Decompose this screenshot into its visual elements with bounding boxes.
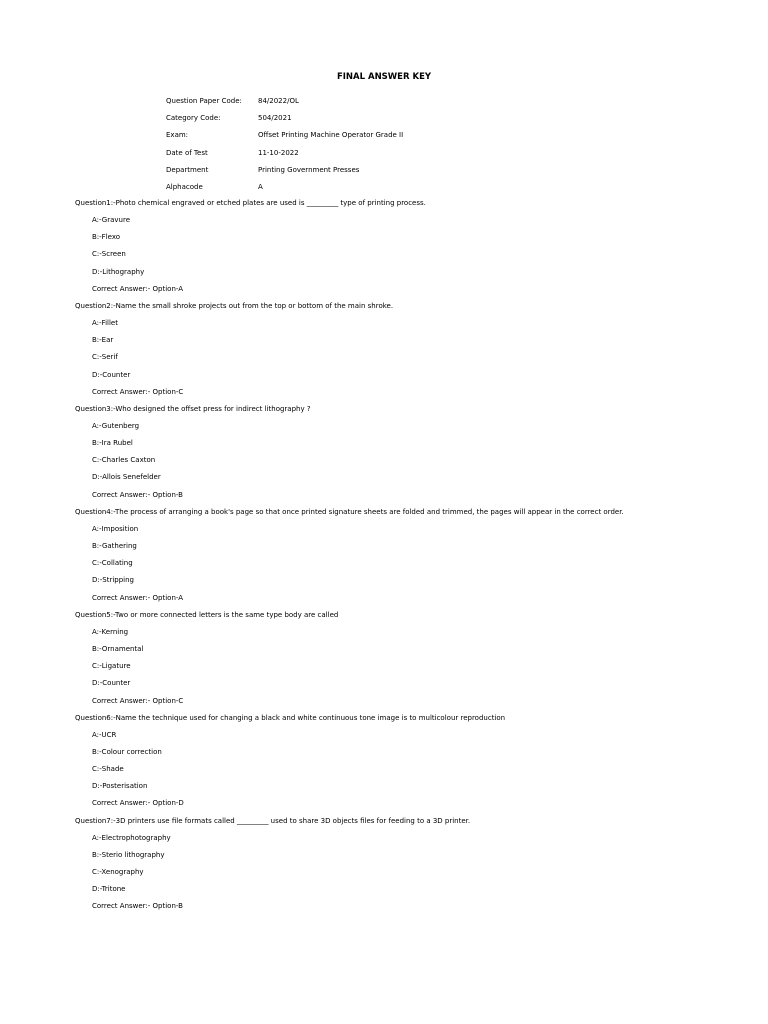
option-c: C:-Xenography — [92, 868, 144, 876]
question-6 — [75, 714, 755, 817]
option-b: B:-Ira Rubel — [92, 439, 133, 448]
option-b: B:-Gathering — [92, 542, 137, 550]
detail-value: A — [258, 182, 263, 191]
page-title: FINAL ANSWER KEY — [336, 72, 432, 82]
question-5 — [75, 611, 755, 714]
option-d: D:-Tritone — [92, 885, 126, 894]
question-3 — [75, 405, 755, 508]
detail-row-department — [166, 166, 403, 183]
correct-answer: Correct Answer:- Option-A — [92, 284, 184, 293]
detail-label: Category Code: — [166, 114, 221, 123]
question-2 — [75, 302, 755, 405]
option-a: A:-Fillet — [92, 318, 118, 327]
option-d: D:-Lithography — [92, 267, 145, 276]
detail-label: Department — [166, 165, 209, 174]
option-d: D:-Counter — [92, 370, 131, 379]
option-b: B:-Flexo — [92, 233, 121, 242]
correct-answer: Correct Answer:- Option-C — [92, 696, 184, 705]
correct-answer: Correct Answer:- Option-B — [92, 902, 183, 911]
option-a: A:-Kerning — [92, 627, 129, 636]
correct-answer: Correct Answer:- Option-B — [92, 490, 183, 499]
option-d: D:-Stripping — [92, 576, 134, 585]
option-d: D:-Posterisation — [92, 782, 148, 791]
option-c: C:-Screen — [92, 250, 126, 259]
option-a: A:-Gutenberg — [92, 421, 140, 430]
option-b: B:-Ornamental — [92, 644, 144, 653]
detail-row-category-code — [166, 114, 403, 131]
question-text: Question2:-Name the small shroke projects out from the top or bottom of the main shroke. — [75, 301, 394, 310]
detail-value: 504/2021 — [258, 114, 292, 123]
option-d: D:-Counter — [92, 679, 131, 688]
exam-details — [166, 97, 403, 200]
correct-answer: Correct Answer:- Option-A — [92, 593, 184, 602]
question-4 — [75, 508, 755, 611]
question-text: Question1:-Photo chemical engraved or etched plates are used is _________ type of printing process. — [75, 199, 426, 207]
option-b: B:-Sterio lithography — [92, 850, 165, 859]
option-a: A:-UCR — [92, 730, 117, 739]
option-c: C:-Serif — [92, 353, 118, 362]
correct-answer: Correct Answer:- Option-C — [92, 387, 184, 396]
option-c: C:-Collating — [92, 559, 133, 568]
option-b: B:-Colour correction — [92, 747, 162, 756]
option-a: A:-Gravure — [92, 216, 131, 224]
correct-answer: Correct Answer:- Option-D — [92, 799, 184, 808]
detail-label: Date of Test — [166, 148, 208, 157]
question-text: Question5:-Two or more connected letters is the same type body are called — [75, 610, 339, 619]
question-text: Question3:-Who designed the offset press for indirect lithography ? — [75, 404, 311, 413]
detail-row-paper-code — [166, 97, 403, 114]
question-1 — [75, 199, 755, 302]
option-c: C:-Charles Caxton — [92, 456, 156, 465]
question-text: Question7:-3D printers use file formats called _________ used to share 3D objects files for feeding to a 3D printer. — [75, 816, 471, 825]
question-text: Question6:-Name the technique used for changing a black and white continuous tone image is to multicolour reproduction — [75, 713, 506, 722]
detail-value: 84/2022/OL — [258, 97, 299, 105]
detail-value: Offset Printing Machine Operator Grade II — [258, 131, 404, 140]
option-d: D:-Allois Senefelder — [92, 473, 161, 482]
question-text: Question4:-The process of arranging a book's page so that once printed signature sheets are folded and trimmed, the pages will appear in the correct order. — [75, 507, 624, 516]
detail-label: Alphacode — [166, 182, 203, 191]
detail-label: Question Paper Code: — [166, 97, 242, 105]
question-list — [75, 199, 755, 920]
detail-row-alphacode — [166, 183, 403, 200]
option-c: C:-Shade — [92, 765, 124, 774]
detail-row-exam — [166, 131, 403, 148]
detail-row-date — [166, 149, 403, 166]
detail-label: Exam: — [166, 131, 189, 140]
option-c: C:-Ligature — [92, 662, 131, 671]
option-a: A:-Electrophotography — [92, 833, 171, 842]
detail-value: Printing Government Presses — [258, 165, 360, 174]
option-a: A:-Imposition — [92, 524, 139, 533]
option-b: B:-Ear — [92, 336, 114, 345]
question-7 — [75, 817, 755, 920]
detail-value: 11-10-2022 — [258, 148, 299, 157]
